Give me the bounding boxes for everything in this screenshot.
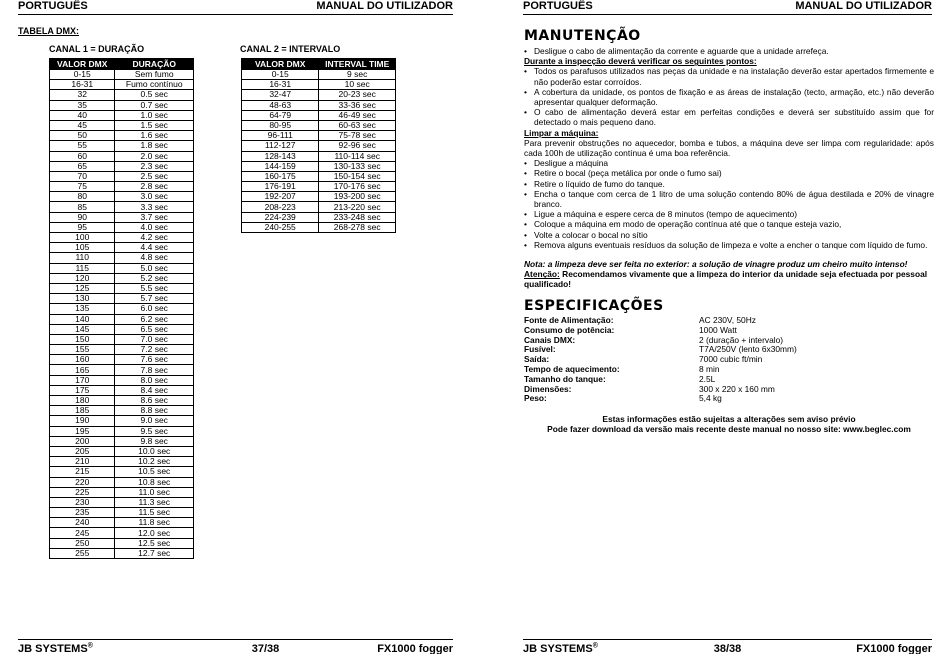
table-cell: 160-175	[242, 171, 319, 181]
inspection-heading: Durante a inspecção deverá verificar os seguintes pontos:	[524, 56, 757, 67]
table-cell: 165	[50, 365, 115, 375]
list-item: • Encha o tanque com cerca de 1 litro de uma solução contendo 80% de água destilada e 20% de vinagre branco.	[524, 189, 934, 209]
table-cell: 5.0 sec	[115, 263, 194, 273]
specifications-notice	[524, 414, 934, 434]
table-cell: 9.5 sec	[115, 426, 194, 436]
table-cell: 5.7 sec	[115, 294, 194, 304]
table-cell: 208-223	[242, 202, 319, 212]
especificacoes-heading: ESPECIFICAÇÕES	[524, 298, 664, 314]
left-page-header	[18, 0, 453, 15]
table-cell: 10 sec	[319, 80, 396, 90]
table-row	[50, 294, 194, 304]
spec-value: AC 230V, 50Hz	[699, 315, 756, 325]
table-row	[50, 283, 194, 293]
dmx-table-title: TABELA DMX:	[18, 26, 79, 36]
table-row	[50, 508, 194, 518]
table-header-row	[242, 59, 396, 70]
table-cell: 130	[50, 294, 115, 304]
table-cell: 4.0 sec	[115, 222, 194, 232]
table-cell: 60-63 sec	[319, 120, 396, 130]
cleaning-list	[524, 158, 934, 250]
left-page-footer	[18, 639, 453, 654]
table-cell: 95	[50, 222, 115, 232]
table-cell: 135	[50, 304, 115, 314]
table-row	[50, 324, 194, 334]
table-cell: 8.8 sec	[115, 406, 194, 416]
canal2-table	[241, 58, 396, 233]
notice-line: Estas informações estão sujeitas a alterações sem aviso prévio	[602, 414, 856, 424]
table-row	[242, 212, 396, 222]
table-cell: 160	[50, 355, 115, 365]
table-cell: 210	[50, 457, 115, 467]
table-row	[50, 396, 194, 406]
table-cell: 6.5 sec	[115, 324, 194, 334]
specifications-list	[524, 316, 797, 404]
header-title: MANUAL DO UTILIZADOR	[795, 0, 932, 12]
footer-brand: JB SYSTEMS®	[18, 642, 93, 654]
table-cell: 3.7 sec	[115, 212, 194, 222]
table-cell: 110-114 sec	[319, 151, 396, 161]
canal1-table	[49, 58, 194, 559]
table-cell: 190	[50, 416, 115, 426]
table-cell: 6.0 sec	[115, 304, 194, 314]
table-cell: 240	[50, 518, 115, 528]
table-row	[50, 151, 194, 161]
table-row	[50, 334, 194, 344]
table-cell: 176-191	[242, 182, 319, 192]
table-cell: 220	[50, 477, 115, 487]
table-cell: 60	[50, 151, 115, 161]
table-row	[50, 426, 194, 436]
spec-label: Canais DMX:	[524, 334, 576, 345]
table-cell: 6.2 sec	[115, 314, 194, 324]
list-item: • Retire o líquido de fumo do tanque.	[524, 179, 934, 189]
list-item: • Coloque a máquina em modo de operação contínua até que o tanque esteja vazio,	[524, 219, 934, 229]
column-header: DURAÇÃO	[115, 59, 194, 70]
table-cell: 10.2 sec	[115, 457, 194, 467]
table-cell: 0.7 sec	[115, 100, 194, 110]
table-cell: 11.3 sec	[115, 497, 194, 507]
table-cell: 1.5 sec	[115, 120, 194, 130]
spec-value: 8 min	[699, 363, 720, 374]
table-cell: 9 sec	[319, 70, 396, 80]
table-row	[50, 457, 194, 467]
table-cell: 0-15	[50, 70, 115, 80]
table-row	[242, 171, 396, 181]
table-cell: 144-159	[242, 161, 319, 171]
table-row	[50, 314, 194, 324]
right-page-footer	[523, 639, 932, 654]
table-cell: 33-36 sec	[319, 100, 396, 110]
table-cell: 115	[50, 263, 115, 273]
list-item: • Desligue o cabo de alimentação da corrente e aguarde que a unidade arrefeça.	[524, 46, 934, 56]
table-cell: 70	[50, 171, 115, 181]
column-header: INTERVAL TIME	[319, 59, 396, 70]
table-cell: 215	[50, 467, 115, 477]
table-cell: 9.0 sec	[115, 416, 194, 426]
page-number: 37/38	[251, 643, 280, 654]
table-cell: 35	[50, 100, 115, 110]
table-cell: 195	[50, 426, 115, 436]
table-cell: 105	[50, 243, 115, 253]
table-row	[50, 171, 194, 181]
table-cell: 233-248 sec	[319, 212, 396, 222]
page-number: 38/38	[713, 643, 742, 654]
table-cell: 180	[50, 396, 115, 406]
table-cell: 150	[50, 334, 115, 344]
spec-label: Saída:	[524, 354, 550, 365]
table-row	[50, 263, 194, 273]
table-cell: 1.6 sec	[115, 131, 194, 141]
manutencao-heading: MANUTENÇÃO	[524, 28, 641, 44]
table-row	[50, 304, 194, 314]
table-cell: 12.0 sec	[115, 528, 194, 538]
footer-product: FX1000 fogger	[377, 643, 453, 654]
spec-value: T7A/250V (lento 6x30mm)	[699, 344, 797, 355]
cleaning-note: Nota: a limpeza deve ser feita no exterior: a solução de vinagre produz um cheiro muito intenso!	[524, 259, 908, 270]
table-row	[50, 212, 194, 222]
manutencao-body	[524, 46, 934, 290]
table-cell: 64-79	[242, 110, 319, 120]
table-cell: 175	[50, 385, 115, 395]
table-cell: 224-239	[242, 212, 319, 222]
table-row	[242, 120, 396, 130]
table-row	[50, 131, 194, 141]
table-cell: 12.5 sec	[115, 538, 194, 548]
table-cell: 4.2 sec	[115, 233, 194, 243]
notice-line: Pode fazer download da versão mais recente deste manual no nosso site: www.beglec.com	[547, 424, 911, 435]
spec-label: Consumo de potência:	[524, 324, 615, 335]
table-row	[50, 192, 194, 202]
cleaning-heading: Limpar a máquina:	[524, 127, 599, 138]
table-row	[50, 467, 194, 477]
table-row	[50, 487, 194, 497]
spec-value: 5,4 kg	[699, 393, 722, 404]
table-cell: 3.3 sec	[115, 202, 194, 212]
table-row	[50, 80, 194, 90]
table-cell: 185	[50, 406, 115, 416]
list-item: • A cobertura da unidade, os pontos de fixação e as áreas de instalação (tecto, armação, etc.) não deverão apresentar qualquer deformação.	[524, 87, 934, 107]
table-cell: 48-63	[242, 100, 319, 110]
spec-value: 2 (duração + intervalo)	[699, 334, 784, 345]
table-row	[50, 273, 194, 283]
spec-value: 300 x 220 x 160 mm	[699, 383, 775, 394]
footer-brand: JB SYSTEMS®	[523, 642, 598, 654]
table-cell: 96-111	[242, 131, 319, 141]
table-row	[242, 80, 396, 90]
table-row	[242, 110, 396, 120]
table-cell: 8.4 sec	[115, 385, 194, 395]
right-page-header	[523, 0, 932, 15]
table-cell: 213-220 sec	[319, 202, 396, 212]
table-cell: 11.5 sec	[115, 508, 194, 518]
attention-note: Atenção: Recomendamos vivamente que a limpeza do interior da unidade seja efectuada por pessoal qualificado!	[524, 269, 928, 290]
table-cell: 2.8 sec	[115, 182, 194, 192]
table-row	[50, 416, 194, 426]
table-row	[50, 120, 194, 130]
list-item: • Ligue a máquina e espere cerca de 8 minutos (tempo de aquecimento)	[524, 209, 934, 219]
table-cell: 11.0 sec	[115, 487, 194, 497]
table-row	[50, 182, 194, 192]
table-row	[242, 161, 396, 171]
table-cell: 140	[50, 314, 115, 324]
table-cell: 80	[50, 192, 115, 202]
table-cell: 1.8 sec	[115, 141, 194, 151]
table-cell: 7.2 sec	[115, 345, 194, 355]
table-cell: 245	[50, 528, 115, 538]
table-cell: 1.0 sec	[115, 110, 194, 120]
table-cell: 8.0 sec	[115, 375, 194, 385]
table-cell: 11.8 sec	[115, 518, 194, 528]
spec-label: Peso:	[524, 393, 547, 404]
table-cell: 5.2 sec	[115, 273, 194, 283]
table-row	[50, 518, 194, 528]
table-row	[50, 161, 194, 171]
table-row	[50, 90, 194, 100]
table-cell: 5.5 sec	[115, 283, 194, 293]
table-cell: Sem fumo	[115, 70, 194, 80]
table-row	[50, 70, 194, 80]
table-cell: 50	[50, 131, 115, 141]
table-row	[242, 131, 396, 141]
table-row	[50, 355, 194, 365]
spec-row	[524, 385, 797, 395]
table-cell: Fumo contínuo	[115, 80, 194, 90]
table-cell: 128-143	[242, 151, 319, 161]
inspection-list	[524, 66, 934, 127]
table-cell: 125	[50, 283, 115, 293]
table-row	[242, 90, 396, 100]
table-row	[50, 233, 194, 243]
list-item: • Remova alguns eventuais resíduos da solução de limpeza e volte a encher o tanque com líquido de fumo.	[524, 240, 934, 250]
table-row	[50, 222, 194, 232]
table-cell: 16-31	[50, 80, 115, 90]
table-row	[50, 406, 194, 416]
spec-label: Fonte de Alimentação:	[524, 315, 614, 325]
table-row	[242, 202, 396, 212]
list-item: • Todos os parafusos utilizados nas peças da unidade e na instalação deverão estar apertados firmemente e não poderão estar corroídos.	[524, 66, 934, 86]
table-cell: 12.7 sec	[115, 548, 194, 558]
table-cell: 2.5 sec	[115, 171, 194, 181]
table-cell: 85	[50, 202, 115, 212]
spec-row	[524, 394, 797, 404]
header-language: PORTUGUÊS	[523, 0, 593, 12]
table-cell: 110	[50, 253, 115, 263]
column-header: VALOR DMX	[50, 59, 115, 70]
table-row	[242, 70, 396, 80]
table-cell: 40	[50, 110, 115, 120]
table-cell: 32-47	[242, 90, 319, 100]
spec-value: 7000 cubic ft/min	[699, 354, 763, 365]
table-row	[242, 141, 396, 151]
table-cell: 75	[50, 182, 115, 192]
table-row	[50, 100, 194, 110]
table-cell: 112-127	[242, 141, 319, 151]
table-row	[50, 345, 194, 355]
table-cell: 90	[50, 212, 115, 222]
table-cell: 4.4 sec	[115, 243, 194, 253]
table-cell: 7.6 sec	[115, 355, 194, 365]
table-cell: 7.0 sec	[115, 334, 194, 344]
table-cell: 55	[50, 141, 115, 151]
table-cell: 100	[50, 233, 115, 243]
cleaning-intro: Para prevenir obstruções no aquecedor, bomba e tubos, a máquina deve ser limpa com regularidade: após cada 100h de utilização contínua é uma boa referência.	[524, 137, 934, 159]
header-language: PORTUGUÊS	[18, 0, 88, 12]
table-cell: 0.5 sec	[115, 90, 194, 100]
table-cell: 170	[50, 375, 115, 385]
table-cell: 4.8 sec	[115, 253, 194, 263]
table-row	[50, 110, 194, 120]
canal2-title: CANAL 2 = INTERVALO	[240, 44, 341, 54]
table-cell: 0-15	[242, 70, 319, 80]
table-cell: 170-176 sec	[319, 182, 396, 192]
footer-product: FX1000 fogger	[856, 643, 932, 654]
table-cell: 250	[50, 538, 115, 548]
table-row	[50, 436, 194, 446]
list-item: • Volte a colocar o bocal no sítio	[524, 230, 934, 240]
table-row	[242, 151, 396, 161]
table-cell: 10.5 sec	[115, 467, 194, 477]
column-header: VALOR DMX	[242, 59, 319, 70]
table-row	[50, 538, 194, 548]
list-item: • Desligue a máquina	[524, 158, 934, 168]
table-cell: 255	[50, 548, 115, 558]
table-row	[50, 141, 194, 151]
table-cell: 2.0 sec	[115, 151, 194, 161]
table-row	[50, 365, 194, 375]
table-row	[242, 192, 396, 202]
table-cell: 193-200 sec	[319, 192, 396, 202]
table-row	[50, 528, 194, 538]
table-cell: 9.8 sec	[115, 436, 194, 446]
table-row	[50, 477, 194, 487]
table-cell: 225	[50, 487, 115, 497]
table-row	[50, 446, 194, 456]
table-row	[242, 222, 396, 232]
list-item: • Retire o bocal (peça metálica por onde o fumo sai)	[524, 168, 934, 178]
table-cell: 10.0 sec	[115, 446, 194, 456]
table-row	[50, 202, 194, 212]
table-row	[50, 497, 194, 507]
table-cell: 268-278 sec	[319, 222, 396, 232]
table-cell: 75-78 sec	[319, 131, 396, 141]
table-cell: 235	[50, 508, 115, 518]
table-row	[242, 100, 396, 110]
table-cell: 7.8 sec	[115, 365, 194, 375]
table-cell: 32	[50, 90, 115, 100]
table-cell: 230	[50, 497, 115, 507]
canal1-title: CANAL 1 = DURAÇÃO	[49, 44, 145, 54]
table-cell: 200	[50, 436, 115, 446]
table-row	[50, 548, 194, 558]
table-cell: 2.3 sec	[115, 161, 194, 171]
table-row	[50, 375, 194, 385]
table-cell: 8.6 sec	[115, 396, 194, 406]
table-cell: 10.8 sec	[115, 477, 194, 487]
table-row	[50, 243, 194, 253]
header-title: MANUAL DO UTILIZADOR	[316, 0, 453, 12]
table-row	[50, 385, 194, 395]
list-item: • O cabo de alimentação deverá estar em perfeitas condições e deverá ser substituído assim que for detectado o mais pequeno dano.	[524, 107, 934, 127]
table-cell: 3.0 sec	[115, 192, 194, 202]
table-header-row	[50, 59, 194, 70]
table-cell: 192-207	[242, 192, 319, 202]
spec-label: Tempo de aquecimento:	[524, 363, 620, 374]
table-cell: 145	[50, 324, 115, 334]
table-cell: 240-255	[242, 222, 319, 232]
table-cell: 150-154 sec	[319, 171, 396, 181]
table-cell: 120	[50, 273, 115, 283]
spec-label: Dimensões:	[524, 383, 572, 394]
spec-value: 2.5L	[699, 373, 716, 384]
spec-label: Tamanho do tanque:	[524, 373, 606, 384]
table-cell: 92-96 sec	[319, 141, 396, 151]
table-cell: 16-31	[242, 80, 319, 90]
table-cell: 45	[50, 120, 115, 130]
table-cell: 20-23 sec	[319, 90, 396, 100]
table-cell: 205	[50, 446, 115, 456]
table-row	[242, 182, 396, 192]
table-cell: 80-95	[242, 120, 319, 130]
table-row	[50, 253, 194, 263]
table-cell: 130-133 sec	[319, 161, 396, 171]
spec-label: Fusível:	[524, 344, 556, 355]
table-cell: 155	[50, 345, 115, 355]
spec-value: 1000 Watt	[699, 324, 737, 335]
table-cell: 65	[50, 161, 115, 171]
table-cell: 46-49 sec	[319, 110, 396, 120]
